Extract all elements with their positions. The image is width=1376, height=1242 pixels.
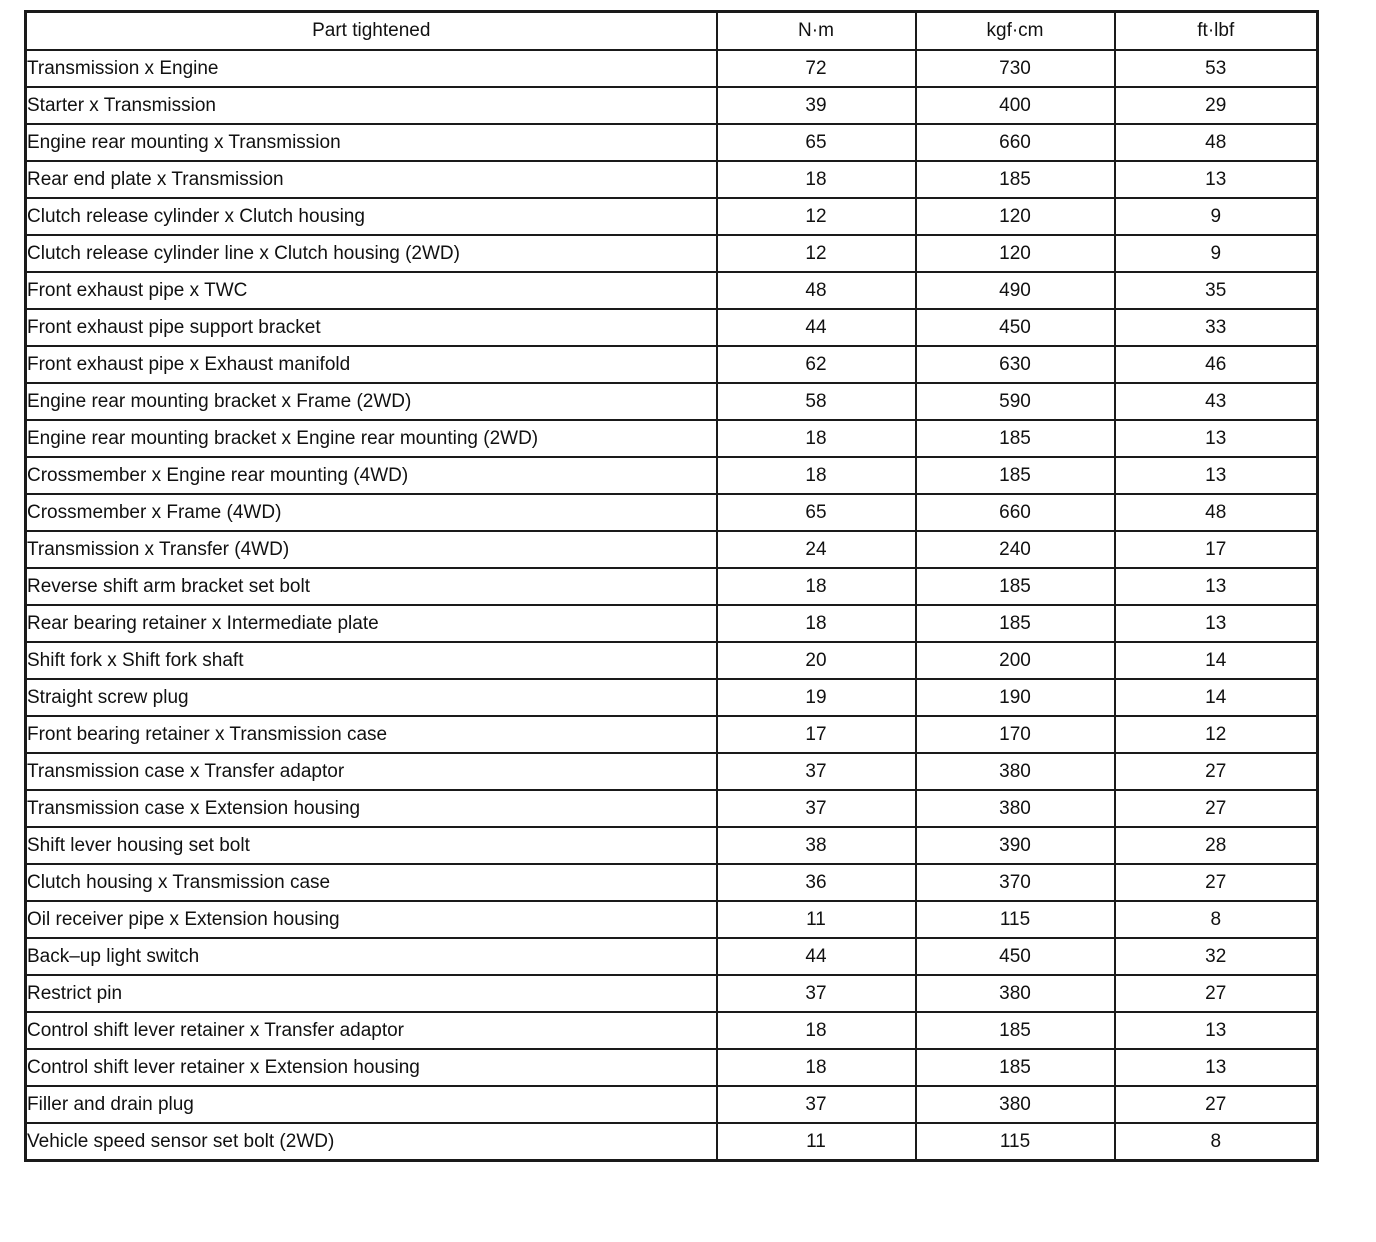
- table-row: [26, 1123, 1318, 1161]
- kgfcm-cell: 240: [916, 531, 1115, 568]
- part-cell: Control shift lever retainer x Extension housing: [26, 1049, 717, 1086]
- kgfcm-cell: 185: [916, 605, 1115, 642]
- kgfcm-cell: 115: [916, 1123, 1115, 1161]
- kgfcm-cell: 185: [916, 457, 1115, 494]
- kgfcm-cell: 380: [916, 1086, 1115, 1123]
- table-row: [26, 383, 1318, 420]
- ftlbf-cell: 14: [1115, 679, 1318, 716]
- part-cell: Engine rear mounting bracket x Engine rear mounting (2WD): [26, 420, 717, 457]
- part-cell: Clutch release cylinder line x Clutch housing (2WD): [26, 235, 717, 272]
- ftlbf-cell: 27: [1115, 975, 1318, 1012]
- ftlbf-cell: 28: [1115, 827, 1318, 864]
- kgfcm-cell: 185: [916, 1012, 1115, 1049]
- ftlbf-cell: 48: [1115, 494, 1318, 531]
- kgfcm-cell: 185: [916, 420, 1115, 457]
- table-row: [26, 198, 1318, 235]
- nm-cell: 18: [717, 1049, 916, 1086]
- nm-cell: 20: [717, 642, 916, 679]
- ftlbf-cell: 48: [1115, 124, 1318, 161]
- kgfcm-cell: 450: [916, 938, 1115, 975]
- header-row: [26, 12, 1318, 51]
- kgfcm-cell: 400: [916, 87, 1115, 124]
- kgfcm-cell: 450: [916, 309, 1115, 346]
- ftlbf-cell: 29: [1115, 87, 1318, 124]
- table-row: [26, 50, 1318, 87]
- table-row: [26, 420, 1318, 457]
- ftlbf-cell: 17: [1115, 531, 1318, 568]
- nm-cell: 72: [717, 50, 916, 87]
- table-row: [26, 827, 1318, 864]
- ftlbf-cell: 8: [1115, 1123, 1318, 1161]
- ftlbf-cell: 32: [1115, 938, 1318, 975]
- nm-cell: 44: [717, 309, 916, 346]
- table-row: [26, 309, 1318, 346]
- table-row: [26, 124, 1318, 161]
- table-row: [26, 235, 1318, 272]
- table-row: [26, 864, 1318, 901]
- nm-cell: 65: [717, 124, 916, 161]
- kgfcm-cell: 380: [916, 753, 1115, 790]
- table-row: [26, 1086, 1318, 1123]
- ftlbf-cell: 13: [1115, 161, 1318, 198]
- kgfcm-cell: 120: [916, 235, 1115, 272]
- kgfcm-cell: 120: [916, 198, 1115, 235]
- table-row: [26, 753, 1318, 790]
- kgfcm-cell: 185: [916, 161, 1115, 198]
- nm-cell: 11: [717, 901, 916, 938]
- table-row: [26, 494, 1318, 531]
- ftlbf-cell: 12: [1115, 716, 1318, 753]
- table-row: [26, 938, 1318, 975]
- torque-spec-table: [24, 10, 1319, 1162]
- part-cell: Crossmember x Frame (4WD): [26, 494, 717, 531]
- kgfcm-cell: 380: [916, 975, 1115, 1012]
- part-cell: Control shift lever retainer x Transfer adaptor: [26, 1012, 717, 1049]
- table-row: [26, 790, 1318, 827]
- part-cell: Transmission case x Transfer adaptor: [26, 753, 717, 790]
- part-cell: Transmission x Engine: [26, 50, 717, 87]
- part-cell: Shift lever housing set bolt: [26, 827, 717, 864]
- ftlbf-cell: 33: [1115, 309, 1318, 346]
- part-cell: Back–up light switch: [26, 938, 717, 975]
- part-cell: Engine rear mounting bracket x Frame (2WD): [26, 383, 717, 420]
- kgfcm-cell: 185: [916, 568, 1115, 605]
- part-cell: Restrict pin: [26, 975, 717, 1012]
- nm-cell: 18: [717, 605, 916, 642]
- ftlbf-cell: 13: [1115, 457, 1318, 494]
- ftlbf-cell: 46: [1115, 346, 1318, 383]
- nm-cell: 38: [717, 827, 916, 864]
- nm-cell: 65: [717, 494, 916, 531]
- table-row: [26, 605, 1318, 642]
- kgfcm-cell: 590: [916, 383, 1115, 420]
- header-nm: N·m: [717, 12, 916, 51]
- part-cell: Reverse shift arm bracket set bolt: [26, 568, 717, 605]
- table-row: [26, 457, 1318, 494]
- table-row: [26, 87, 1318, 124]
- part-cell: Front exhaust pipe support bracket: [26, 309, 717, 346]
- table-row: [26, 346, 1318, 383]
- kgfcm-cell: 370: [916, 864, 1115, 901]
- ftlbf-cell: 53: [1115, 50, 1318, 87]
- table-row: [26, 901, 1318, 938]
- part-cell: Transmission x Transfer (4WD): [26, 531, 717, 568]
- nm-cell: 12: [717, 198, 916, 235]
- nm-cell: 24: [717, 531, 916, 568]
- part-cell: Clutch housing x Transmission case: [26, 864, 717, 901]
- header-ftlbf: ft·lbf: [1115, 12, 1318, 51]
- table-body: [26, 50, 1318, 1161]
- nm-cell: 18: [717, 1012, 916, 1049]
- table-row: [26, 1049, 1318, 1086]
- table-row: [26, 1012, 1318, 1049]
- kgfcm-cell: 380: [916, 790, 1115, 827]
- kgfcm-cell: 490: [916, 272, 1115, 309]
- nm-cell: 12: [717, 235, 916, 272]
- ftlbf-cell: 27: [1115, 864, 1318, 901]
- nm-cell: 37: [717, 753, 916, 790]
- part-cell: Shift fork x Shift fork shaft: [26, 642, 717, 679]
- nm-cell: 18: [717, 161, 916, 198]
- ftlbf-cell: 13: [1115, 1049, 1318, 1086]
- part-cell: Engine rear mounting x Transmission: [26, 124, 717, 161]
- nm-cell: 48: [717, 272, 916, 309]
- header-kgfcm: kgf·cm: [916, 12, 1115, 51]
- part-cell: Straight screw plug: [26, 679, 717, 716]
- nm-cell: 18: [717, 420, 916, 457]
- kgfcm-cell: 660: [916, 494, 1115, 531]
- kgfcm-cell: 200: [916, 642, 1115, 679]
- ftlbf-cell: 9: [1115, 235, 1318, 272]
- nm-cell: 36: [717, 864, 916, 901]
- part-cell: Clutch release cylinder x Clutch housing: [26, 198, 717, 235]
- nm-cell: 18: [717, 568, 916, 605]
- ftlbf-cell: 13: [1115, 1012, 1318, 1049]
- ftlbf-cell: 43: [1115, 383, 1318, 420]
- table-row: [26, 568, 1318, 605]
- ftlbf-cell: 27: [1115, 790, 1318, 827]
- part-cell: Front exhaust pipe x TWC: [26, 272, 717, 309]
- nm-cell: 58: [717, 383, 916, 420]
- kgfcm-cell: 630: [916, 346, 1115, 383]
- part-cell: Vehicle speed sensor set bolt (2WD): [26, 1123, 717, 1161]
- nm-cell: 18: [717, 457, 916, 494]
- ftlbf-cell: 13: [1115, 568, 1318, 605]
- part-cell: Rear end plate x Transmission: [26, 161, 717, 198]
- part-cell: Transmission case x Extension housing: [26, 790, 717, 827]
- kgfcm-cell: 390: [916, 827, 1115, 864]
- part-cell: Filler and drain plug: [26, 1086, 717, 1123]
- ftlbf-cell: 27: [1115, 753, 1318, 790]
- table-header: [26, 12, 1318, 51]
- nm-cell: 11: [717, 1123, 916, 1161]
- nm-cell: 37: [717, 1086, 916, 1123]
- part-cell: Rear bearing retainer x Intermediate plate: [26, 605, 717, 642]
- torque-spec-document: [24, 10, 1316, 1162]
- part-cell: Oil receiver pipe x Extension housing: [26, 901, 717, 938]
- table-row: [26, 679, 1318, 716]
- ftlbf-cell: 13: [1115, 420, 1318, 457]
- part-cell: Crossmember x Engine rear mounting (4WD): [26, 457, 717, 494]
- kgfcm-cell: 730: [916, 50, 1115, 87]
- ftlbf-cell: 35: [1115, 272, 1318, 309]
- nm-cell: 37: [717, 790, 916, 827]
- ftlbf-cell: 13: [1115, 605, 1318, 642]
- nm-cell: 39: [717, 87, 916, 124]
- header-part-tightened: Part tightened: [26, 12, 717, 51]
- part-cell: Front bearing retainer x Transmission case: [26, 716, 717, 753]
- nm-cell: 44: [717, 938, 916, 975]
- table-row: [26, 161, 1318, 198]
- kgfcm-cell: 170: [916, 716, 1115, 753]
- table-row: [26, 531, 1318, 568]
- nm-cell: 17: [717, 716, 916, 753]
- part-cell: Starter x Transmission: [26, 87, 717, 124]
- table-row: [26, 716, 1318, 753]
- ftlbf-cell: 8: [1115, 901, 1318, 938]
- ftlbf-cell: 14: [1115, 642, 1318, 679]
- nm-cell: 37: [717, 975, 916, 1012]
- part-cell: Front exhaust pipe x Exhaust manifold: [26, 346, 717, 383]
- kgfcm-cell: 185: [916, 1049, 1115, 1086]
- table-row: [26, 272, 1318, 309]
- table-row: [26, 642, 1318, 679]
- kgfcm-cell: 115: [916, 901, 1115, 938]
- kgfcm-cell: 660: [916, 124, 1115, 161]
- kgfcm-cell: 190: [916, 679, 1115, 716]
- table-row: [26, 975, 1318, 1012]
- ftlbf-cell: 27: [1115, 1086, 1318, 1123]
- nm-cell: 62: [717, 346, 916, 383]
- ftlbf-cell: 9: [1115, 198, 1318, 235]
- nm-cell: 19: [717, 679, 916, 716]
